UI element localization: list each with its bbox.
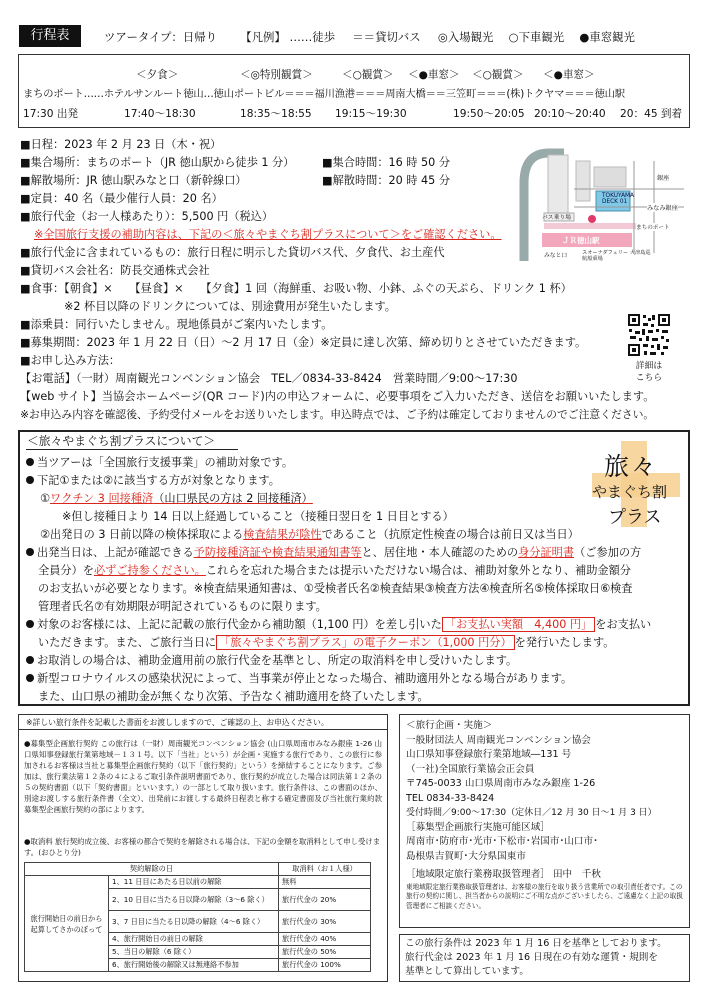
cancel-row-label: 2、10 日目に当たる日以降の解除（3～6 除く） xyxy=(109,889,279,911)
discount-title: ＜旅々やまぐち割プラスについて＞ xyxy=(27,434,216,448)
discount-title-underline xyxy=(26,449,238,450)
detail-apply-head: ■お申し込み方法： xyxy=(20,354,121,367)
basis-block xyxy=(405,937,687,979)
discount-condition-1-note: ※但し接種日より 14 日以上経過していること（接種日翌日を 1 日目とする） xyxy=(62,510,454,523)
org-manager: ［地域限定旅行業務取扱管理者］ 田中 千秋 xyxy=(406,869,601,880)
cancel-row-label: 1、11 日目にあたる日以前の解除 xyxy=(109,876,279,889)
org-member: （一社)全国旅行業協会正会員 xyxy=(406,763,535,775)
cancel-row-label: 3、7 日目に当たる日以降の解除（4～6 除く） xyxy=(109,911,279,933)
itinerary-time: 19:50～20:05 xyxy=(453,108,525,120)
basis-line2: 旅行代金は 2023 年 1 月 16 日現在の有効な運賃・規則を xyxy=(405,952,658,963)
detail-apply-phone: 【お電話】（一財）周南観光コンベンション協会 TEL／0834-33-8424 営業時間／9:00～17:30 xyxy=(20,372,518,385)
itinerary-tag: ＜●車窓＞ xyxy=(543,69,595,81)
cancel-row-fee: 旅行代金の 20% xyxy=(279,889,371,911)
cancel-th-date: 契約解除の日 xyxy=(25,863,279,876)
map-ferry-label: スオーナダフェリー 大津島巡航船乗場 xyxy=(582,250,651,262)
itinerary-time: 19:15～19:30 xyxy=(335,108,407,120)
discount-condition-1: ①ワクチン 3 回接種済（山口県民の方は 2 回接種済） xyxy=(40,492,313,505)
legend-stop: ○下車観光 xyxy=(508,30,565,44)
detail-meet-place: ■集合場所：まちのポート（JR 徳山駅から徒歩 1 分） xyxy=(20,156,295,169)
org-address: 〒745-0033 山口県周南市みなみ銀座 1-26 xyxy=(406,778,596,789)
detail-capacity: ■定員：40 名（最少催行人員：20 名） xyxy=(20,192,223,205)
org-hours: 受付時間／9:00～17:30（定休日／12 月 30 日～1 月 3 日） xyxy=(406,808,657,818)
discount-bullet-4-line2: いただきます。また、ご旅行当日に 「旅々やまぐち割プラス」の電子クーポン（1,000 円分） を発行いたします。 xyxy=(38,636,615,649)
tour-type: ツアータイプ：日帰り xyxy=(104,30,217,44)
map-street1-label: みなみ銀座 xyxy=(647,205,678,212)
discount-bullet-4: 対象のお客様には、上記に記載の旅行代金から補助額（1,100 円）を差し引いた 「お支払い実額 4,400 円」 をお支払い xyxy=(26,617,651,632)
qr-caption-line2: こちら xyxy=(635,373,663,383)
discount-bullet-3-line2: 全員分）を必ずご持参ください。これらを忘れた場合または提示いただけない場合は、補助対象外となり、補助金額分 xyxy=(38,564,631,577)
cancel-table xyxy=(24,862,371,972)
itinerary-time: 20：45 到着 xyxy=(620,108,683,120)
discount-bullet-3: 出発当日は、上記が確認できる予防接種済証や検査結果通知書等と、居住地・本人確認のための身分証明書（ご参加の方 xyxy=(26,545,641,560)
detail-dismiss-time: ■解散時間：20 時 45 分 xyxy=(322,174,451,187)
legend-entry: ◎入場観光 xyxy=(437,30,494,44)
cancel-row-label: 5、当日の解除（6 除く） xyxy=(109,946,279,959)
detail-meals: ■食事：【朝食】× 【昼食】× 【夕食】1 回（海鮮重、お吸い物、小鉢、ふぐの天ぷら、ドリンク 1 杯） xyxy=(20,282,572,295)
org-tel: TEL 0834-33-8424 xyxy=(406,792,495,804)
org-area-line2: 島根県吉賀町･大分県国東市 xyxy=(406,850,526,862)
itinerary-route: まちのポート……ホテルサンルート徳山…徳山ポートビル＝＝＝福川漁港＝＝＝周南大橋＝＝三笠町＝＝＝(株)トクヤマ＝＝＝徳山駅 xyxy=(23,88,625,100)
discount-bullet-1: 当ツアーは「全国旅行支援事業」の補助対象です。 xyxy=(26,455,293,470)
detail-meet-time: ■集合時間：16 時 50 分 xyxy=(322,156,451,169)
map-deck-label: TOKUYAMA DECK 01 xyxy=(602,193,635,205)
itinerary-tag: ＜◎特別観賞＞ xyxy=(240,69,313,81)
discount-bullet-6: 新型コロナウイルスの感染状況によって、当事業が停止となった場合、補助適用外となる場合があります。 xyxy=(26,671,572,686)
discount-bullet-3-line4: 管理者氏名⑦有効期限が明記されているものに限ります。 xyxy=(38,600,327,613)
detail-price: ■旅行代金（お一人様あたり）：5,500 円（税込） xyxy=(20,210,274,223)
basis-line3: 基準として算出しています。 xyxy=(405,966,529,977)
detail-dismiss-place: ■解散場所：JR 徳山駅みなと口（新幹線口） xyxy=(20,174,247,187)
discount-bullet-6-line2: また、山口県の補助金が無くなり次第、予告なく補助適用を終了いたします。 xyxy=(38,690,429,703)
itinerary-time: 17:30 出発 xyxy=(23,108,79,120)
legend-bus: ＝＝貸切バス xyxy=(352,30,421,44)
legend-window: ●車窓観光 xyxy=(579,30,635,44)
cancel-left-label: 旅行開始日の前日から起算してさかのぼって xyxy=(25,876,109,972)
itinerary-tag: ＜○観賞＞ xyxy=(472,69,524,81)
org-name: 一般財団法人 周南観光コンベンション協会 xyxy=(406,734,591,746)
detail-bus-company: ■貸切バス会社名：防長交通株式会社 xyxy=(20,264,210,277)
logo-line2: やまぐち割 xyxy=(592,483,668,501)
qr-caption-line1: 詳細は xyxy=(635,361,663,371)
org-area-line1: 周南市･防府市･光市･下松市･岩国市･山口市･ xyxy=(406,836,598,847)
qr-caption xyxy=(627,360,671,384)
detail-date: ■日程：2023 年 2 月 23 日（木・祝） xyxy=(20,138,222,151)
tabitabi-logo xyxy=(586,437,686,531)
org-area-title: ［募集型企画旅行実施可能区域］ xyxy=(406,821,550,833)
cancel-table-wrap xyxy=(24,862,371,972)
org-title: ＜旅行企画・実施＞ xyxy=(406,720,493,731)
discount-bullet-5: お取消しの場合は、補助金適用前の旅行代金を基準とし、所定の取消料を申し受けいたします。 xyxy=(26,653,517,668)
detail-price-note: ※全国旅行支援の補助内容は、下記の＜旅々やまぐち割プラスについて＞をご確認ください。 xyxy=(34,228,502,241)
cancel-row-fee: 旅行代金の 50% xyxy=(279,946,371,959)
org-block xyxy=(406,719,688,911)
cancel-row-fee: 無料 xyxy=(279,876,371,889)
detail-conductor: ■添乗員：同行いたしません。現地係員がご案内いたします。 xyxy=(20,318,333,331)
cancel-row-label: 4、旅行開始日の前日の解除 xyxy=(109,933,279,946)
itinerary-time: 18:35～18:55 xyxy=(240,108,312,120)
discount-condition-2: ②出発日の 3 日前以降の検体採取による検査結果が陰性であること（抗原定性検査の場合は前日又は当日） xyxy=(40,528,579,541)
org-manager-note: 東地域限定旅行業務取扱管理者は、お客様の旅行を取り扱う営業所での取引責任者です。この旅行の契約に関し、担当者からの説明にご不明な点がございましたら、ご遠慮なく上記の取扱管理者にご相談ください。 xyxy=(406,882,683,910)
map-busstop-label: バス乗り場 xyxy=(542,215,571,221)
legend-walk: ……徒歩 xyxy=(289,30,336,44)
detail-drink-note: ※2 杯目以降のドリンクについては、別途費用が発生いたします。 xyxy=(64,300,396,313)
terms-contract: ●募集型企画旅行契約 この旅行は（一財）周南観光コンベンション協会 (山口県周南市みなみ銀座 1-26 山口県知事登録旅行業第地域－１３１号。以下「当社」という）が企画・実施する旅行であり、この旅行に参加されるお客様は当社と募集型企画旅行契約（以下「旅行契約」という）を締結することになります。ご参加は、旅行業法第１２条の４によるご取引条件説明書面であり、旅行契約が成立した場合は同法第１２条の５の契約書面（以下「契約書面」といいます。）の一部として取り扱います。旅行条件は、この書面のほか、別途お渡しする旅行条件書（全文）、出発前にお渡しする最終日程表と称する確定書面及び当社旅行業約款募集型企画旅行契約の部によります。 xyxy=(24,739,382,814)
itinerary-tag: ＜●車窓＞ xyxy=(408,69,460,81)
detail-included: ■旅行代金に含まれているもの：旅行日程に明示した貸切バス代、夕食代、お土産代 xyxy=(20,246,445,259)
detail-apply-note: ※お申込み内容を確認後、予約受付メールをお送りいたします。申込時点では、ご予約は確定しておりませんのでご注意ください。 xyxy=(20,408,655,421)
itinerary-time: 20:10～20:40 xyxy=(534,108,606,120)
discount-bullet-2: 下記①または②に該当する方が対象となります。 xyxy=(26,473,280,488)
schedule-badge: 行程表 xyxy=(19,25,81,47)
map-station-label: ＪＲ徳山駅 xyxy=(562,236,600,245)
cancel-row-fee: 旅行代金の 100% xyxy=(279,959,371,972)
cancel-row-fee: 旅行代金の 30% xyxy=(279,911,371,933)
qr-code-image xyxy=(627,313,671,357)
map-minato-label: みなと口 xyxy=(544,253,568,259)
terms-cancel-intro: ●取消料 旅行契約成立後、お客様の都合で契約を解除される場合は、下記の金額を取消料として申し受けます。(おひとり分) xyxy=(24,837,381,857)
qr-code[interactable] xyxy=(627,313,671,357)
logo-line3: プラス xyxy=(608,507,662,528)
cancel-th-fee: 取消料（お１人様） xyxy=(279,863,371,876)
header-legend xyxy=(104,29,635,45)
cancel-row-fee: 旅行代金の 40% xyxy=(279,933,371,946)
map-port-label: まちのポート xyxy=(636,225,670,231)
map-street2-label: 銀座 xyxy=(657,175,670,182)
itinerary-time: 17:40～18:30 xyxy=(124,108,196,120)
itinerary-tag: ＜○観賞＞ xyxy=(342,69,394,81)
legend-label: 【凡例】 xyxy=(240,30,286,44)
itinerary-tag: ＜夕食＞ xyxy=(136,69,179,81)
terms-header: ※詳しい旅行条件を記載した書面をお渡ししますので、ご確認の上、お申込ください。 xyxy=(26,718,329,727)
logo-line1: 旅々 xyxy=(604,452,659,481)
detail-apply-web: 【web サイト】当協会ホームページ(QR コード)内の申込フォームに、必要事項をご入力いただき、送信をお願いいたします。 xyxy=(20,390,655,403)
discount-bullet-3-line3: のお支払いが必要となります。※検査結果通知書は、①受検者氏名②検査結果③検査方法④検査所名⑤検体採取日⑥検査 xyxy=(38,582,633,595)
access-map xyxy=(504,143,688,273)
basis-line1: この旅行条件は 2023 年 1 月 16 日を基準としております。 xyxy=(405,938,667,949)
detail-period: ■募集期間：2023 年 1 月 22 日（日）～2 月 17 日（金）※定員に達し次第、締め切りとさせていただきます。 xyxy=(20,336,587,349)
org-license: 山口県知事登録旅行業第地域―131 号 xyxy=(406,749,572,760)
cancel-row-label: 6、旅行開始後の解除又は無連絡不参加 xyxy=(109,959,279,972)
